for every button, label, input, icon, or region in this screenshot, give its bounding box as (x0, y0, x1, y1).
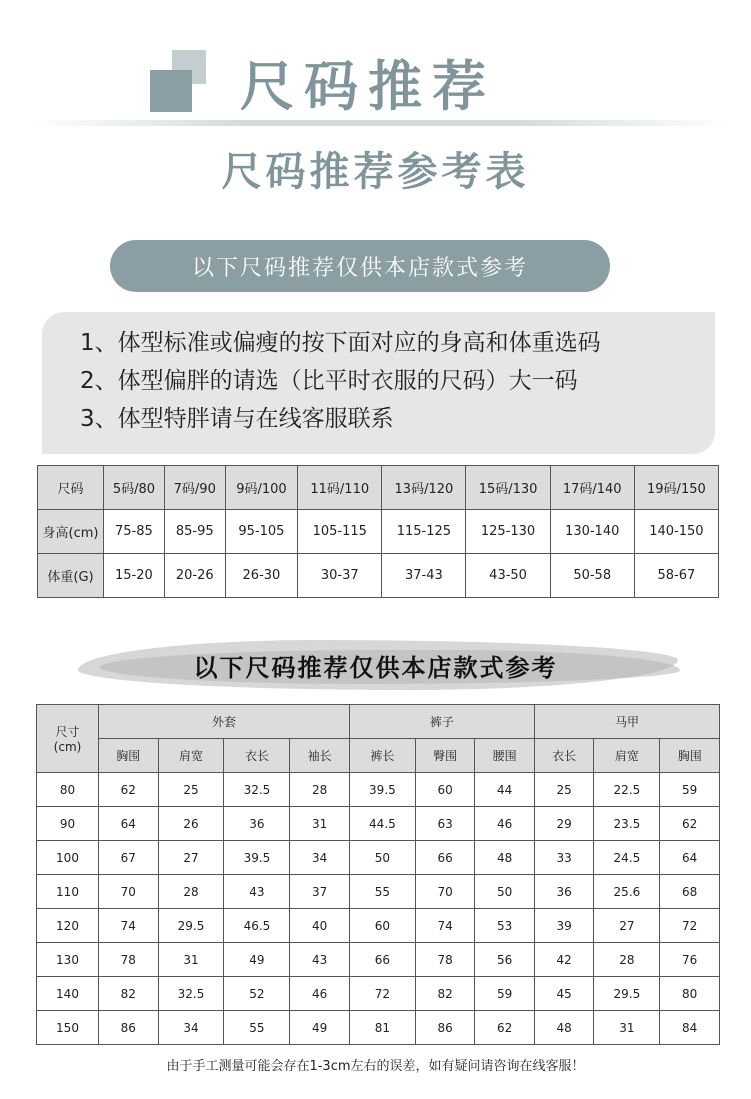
size-label-cell: 80 (37, 773, 99, 807)
measure-cell: 24.5 (594, 841, 660, 875)
measure-cell: 36 (534, 875, 594, 909)
weight-cell: 50-58 (550, 554, 634, 598)
measure-cell: 22.5 (594, 773, 660, 807)
table-row (37, 977, 720, 1011)
table-subheader-row (37, 739, 720, 773)
height-cell: 105-115 (298, 510, 382, 554)
measure-cell: 62 (99, 773, 159, 807)
measure-cell: 78 (99, 943, 159, 977)
measure-cell: 68 (660, 875, 720, 909)
measure-cell: 78 (415, 943, 475, 977)
size-recommendation-table (37, 465, 719, 598)
measure-cell: 66 (349, 943, 415, 977)
measure-cell: 84 (660, 1011, 720, 1045)
page-subtitle: 尺码推荐参考表 (221, 149, 530, 195)
size-label-cell: 130 (37, 943, 99, 977)
weight-cell: 26-30 (225, 554, 297, 598)
table-row (37, 1011, 720, 1045)
size-label-cell: 100 (37, 841, 99, 875)
corner-label: 尺寸 (55, 725, 80, 739)
row-label: 体重(G) (38, 554, 104, 598)
measure-cell: 74 (99, 909, 159, 943)
measure-cell: 64 (99, 807, 159, 841)
height-cell: 140-150 (634, 510, 718, 554)
measure-cell: 26 (158, 807, 224, 841)
size-cell: 5码/80 (104, 466, 165, 510)
table-row (37, 909, 720, 943)
measure-cell: 27 (594, 909, 660, 943)
notice-pill: 以下尺码推荐仅供本店款式参考 (110, 240, 610, 292)
size-label-cell: 90 (37, 807, 99, 841)
weight-cell: 43-50 (466, 554, 550, 598)
column-header: 衣长 (224, 739, 290, 773)
measure-cell: 62 (475, 1011, 535, 1045)
row-label: 身高(cm) (38, 510, 104, 554)
measure-cell: 34 (158, 1011, 224, 1045)
corner-cell (37, 705, 99, 773)
height-cell: 130-140 (550, 510, 634, 554)
measure-cell: 44.5 (349, 807, 415, 841)
column-header: 肩宽 (158, 739, 224, 773)
measure-cell: 56 (475, 943, 535, 977)
table-row (38, 510, 719, 554)
measure-cell: 43 (290, 943, 350, 977)
measure-cell: 39.5 (224, 841, 290, 875)
measure-cell: 46 (475, 807, 535, 841)
table-row (38, 554, 719, 598)
measure-cell: 76 (660, 943, 720, 977)
logo-square-dark (150, 70, 192, 112)
height-cell: 85-95 (164, 510, 225, 554)
measure-cell: 45 (534, 977, 594, 1011)
measure-cell: 29 (534, 807, 594, 841)
note-line: 1、体型标准或偏瘦的按下面对应的身高和体重选码 (80, 330, 601, 356)
column-header: 腰围 (475, 739, 535, 773)
table-row (37, 807, 720, 841)
column-header: 袖长 (290, 739, 350, 773)
table-row (37, 773, 720, 807)
measurement-body (37, 773, 720, 1045)
measure-cell: 86 (99, 1011, 159, 1045)
measure-cell: 29.5 (158, 909, 224, 943)
measure-cell: 48 (475, 841, 535, 875)
size-label-cell: 140 (37, 977, 99, 1011)
column-header: 肩宽 (594, 739, 660, 773)
measure-cell: 86 (415, 1011, 475, 1045)
measure-cell: 39 (534, 909, 594, 943)
size-cell: 11码/110 (298, 466, 382, 510)
footnote: 由于手工测量可能会存在1-3cm左右的误差，如有疑问请咨询在线客服！ (166, 1059, 585, 1074)
column-header: 衣长 (534, 739, 594, 773)
measure-cell: 25 (534, 773, 594, 807)
measure-cell: 62 (660, 807, 720, 841)
measure-cell: 53 (475, 909, 535, 943)
measure-cell: 80 (660, 977, 720, 1011)
column-header: 臀围 (415, 739, 475, 773)
measure-cell: 63 (415, 807, 475, 841)
group-header-coat: 外套 (99, 705, 350, 739)
measure-cell: 46 (290, 977, 350, 1011)
size-cell: 9码/100 (225, 466, 297, 510)
corner-unit: (cm) (53, 740, 82, 754)
measure-cell: 70 (99, 875, 159, 909)
page-title: 尺码推荐 (240, 55, 496, 118)
table-row (37, 841, 720, 875)
weight-cell: 15-20 (104, 554, 165, 598)
measure-cell: 59 (660, 773, 720, 807)
measure-cell: 32.5 (224, 773, 290, 807)
measure-cell: 67 (99, 841, 159, 875)
measure-cell: 39.5 (349, 773, 415, 807)
measure-cell: 66 (415, 841, 475, 875)
table-row (38, 466, 719, 510)
size-cell: 19码/150 (634, 466, 718, 510)
notes-panel (42, 312, 715, 454)
measure-cell: 60 (349, 909, 415, 943)
measure-cell: 60 (415, 773, 475, 807)
measure-cell: 32.5 (158, 977, 224, 1011)
measure-cell: 49 (290, 1011, 350, 1045)
size-label-cell: 120 (37, 909, 99, 943)
measure-cell: 50 (349, 841, 415, 875)
note-line: 2、体型偏胖的请选（比平时衣服的尺码）大一码 (80, 368, 578, 394)
measure-cell: 55 (224, 1011, 290, 1045)
measure-cell: 43 (224, 875, 290, 909)
column-header: 裤长 (349, 739, 415, 773)
height-cell: 95-105 (225, 510, 297, 554)
measurement-table (36, 704, 720, 1045)
measure-cell: 44 (475, 773, 535, 807)
measure-cell: 82 (99, 977, 159, 1011)
table-row (37, 943, 720, 977)
measure-cell: 36 (224, 807, 290, 841)
measure-cell: 81 (349, 1011, 415, 1045)
size-label-cell: 150 (37, 1011, 99, 1045)
measure-cell: 31 (158, 943, 224, 977)
measure-cell: 23.5 (594, 807, 660, 841)
measure-cell: 29.5 (594, 977, 660, 1011)
measure-cell: 72 (349, 977, 415, 1011)
measure-cell: 40 (290, 909, 350, 943)
height-cell: 125-130 (466, 510, 550, 554)
measure-cell: 37 (290, 875, 350, 909)
column-header: 胸围 (660, 739, 720, 773)
size-cell: 17码/140 (550, 466, 634, 510)
measure-cell: 33 (534, 841, 594, 875)
measure-cell: 42 (534, 943, 594, 977)
measure-cell: 28 (290, 773, 350, 807)
note-line: 3、体型特胖请与在线客服联系 (80, 406, 394, 432)
measure-cell: 49 (224, 943, 290, 977)
row-label: 尺码 (38, 466, 104, 510)
measure-cell: 27 (158, 841, 224, 875)
size-cell: 13码/120 (382, 466, 466, 510)
measure-cell: 82 (415, 977, 475, 1011)
measure-cell: 34 (290, 841, 350, 875)
measure-cell: 25 (158, 773, 224, 807)
weight-cell: 37-43 (382, 554, 466, 598)
weight-cell: 30-37 (298, 554, 382, 598)
height-cell: 115-125 (382, 510, 466, 554)
title-divider (30, 120, 730, 126)
size-cell: 15码/130 (466, 466, 550, 510)
section-banner: 以下尺码推荐仅供本店款式参考 (193, 654, 558, 682)
weight-cell: 20-26 (164, 554, 225, 598)
weight-cell: 58-67 (634, 554, 718, 598)
measure-cell: 70 (415, 875, 475, 909)
measure-cell: 50 (475, 875, 535, 909)
group-header-pants: 裤子 (349, 705, 534, 739)
measure-cell: 28 (594, 943, 660, 977)
measure-cell: 55 (349, 875, 415, 909)
measure-cell: 48 (534, 1011, 594, 1045)
group-header-vest: 马甲 (534, 705, 719, 739)
measure-cell: 72 (660, 909, 720, 943)
column-header: 胸围 (99, 739, 159, 773)
table-header-row (37, 705, 720, 739)
measure-cell: 25.6 (594, 875, 660, 909)
measure-cell: 74 (415, 909, 475, 943)
measure-cell: 52 (224, 977, 290, 1011)
measure-cell: 31 (290, 807, 350, 841)
height-cell: 75-85 (104, 510, 165, 554)
measure-cell: 64 (660, 841, 720, 875)
measure-cell: 46.5 (224, 909, 290, 943)
size-label-cell: 110 (37, 875, 99, 909)
size-cell: 7码/90 (164, 466, 225, 510)
measure-cell: 28 (158, 875, 224, 909)
measure-cell: 31 (594, 1011, 660, 1045)
table-row (37, 875, 720, 909)
measure-cell: 59 (475, 977, 535, 1011)
